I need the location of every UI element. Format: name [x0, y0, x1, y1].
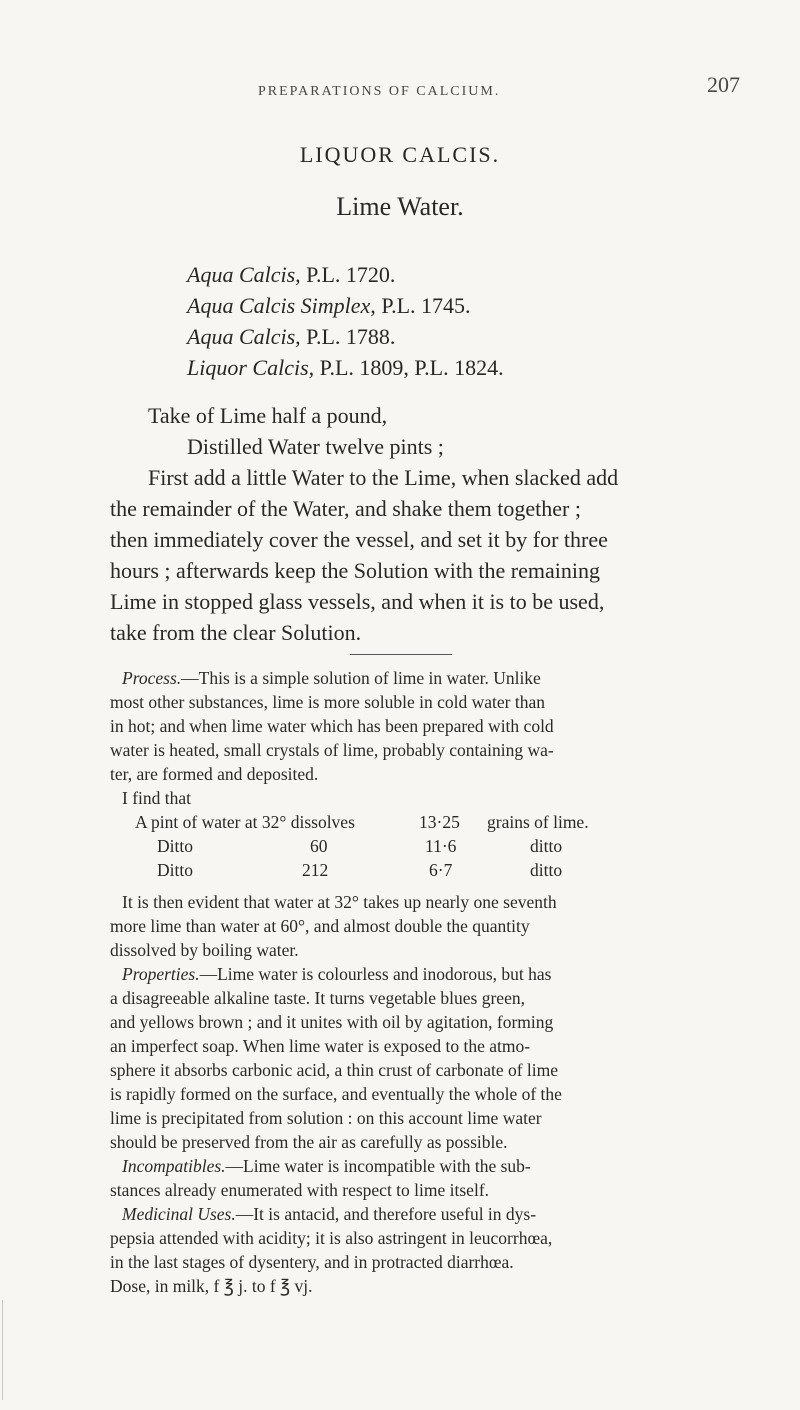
process-line: water is heated, small crystals of lime, probably containing wa-: [110, 740, 554, 760]
recipe-line: the remainder of the Water, and shake them together ;: [110, 496, 581, 521]
table-cell: 11·6: [425, 836, 457, 856]
table-cell: 212: [302, 860, 329, 880]
medicinal-line: Medicinal Uses.—It is antacid, and therefore useful in dys-: [122, 1204, 537, 1224]
incompatibles-line: Incompatibles.—Lime water is incompatible with the sub-: [122, 1156, 531, 1176]
table-cell: Ditto: [157, 860, 193, 880]
process-line: Process.—This is a simple solution of lime in water. Unlike: [122, 668, 541, 688]
table-cell: A pint of water at 32° dissolves: [135, 812, 355, 832]
page-number: 207: [707, 72, 740, 97]
incompatibles-line: stances already enumerated with respect to lime itself.: [110, 1180, 490, 1200]
section-title: LIQUOR CALCIS.: [299, 142, 501, 167]
table-cell: ditto: [530, 836, 563, 856]
properties-line: a disagreeable alkaline taste. It turns vegetable blues green,: [110, 988, 525, 1008]
process-line: most other substances, lime is more soluble in cold water than: [110, 692, 545, 712]
properties-line: sphere it absorbs carbonic acid, a thin crust of carbonate of lime: [110, 1060, 559, 1080]
process-line: ter, are formed and deposited.: [110, 764, 319, 784]
table-cell: 6·7: [429, 860, 453, 880]
recipe-line: Take of Lime half a pound,: [148, 403, 388, 428]
evident-line: dissolved by boiling water.: [110, 940, 299, 960]
properties-line: an imperfect soap. When lime water is exposed to the atmo-: [110, 1036, 531, 1056]
section-divider: [350, 654, 452, 655]
medicinal-line: in the last stages of dysentery, and in protracted diarrhœa.: [110, 1252, 514, 1272]
table-cell: 13·25: [419, 812, 460, 832]
table-cell: 60: [310, 836, 328, 856]
recipe-line: then immediately cover the vessel, and set it by for three: [110, 527, 608, 552]
properties-line: lime is precipitated from solution : on this account lime water: [110, 1108, 542, 1128]
synonym-line: Aqua Calcis Simplex, P.L. 1745.: [187, 293, 471, 318]
table-cell: grains of lime.: [487, 812, 589, 832]
process-line: in hot; and when lime water which has been prepared with cold: [110, 716, 554, 736]
medicinal-line: pepsia attended with acidity; it is also astringent in leucorrhœa,: [110, 1228, 553, 1248]
page-edge-mark: [2, 1300, 3, 1400]
recipe-line: Lime in stopped glass vessels, and when it is to be used,: [110, 589, 605, 614]
properties-line: should be preserved from the air as carefully as possible.: [110, 1132, 508, 1152]
medicinal-line: Dose, in milk, f ℥ j. to f ℥ vj.: [110, 1276, 313, 1296]
running-head: PREPARATIONS OF CALCIUM.: [258, 84, 501, 99]
properties-line: is rapidly formed on the surface, and eventually the whole of the: [110, 1084, 562, 1104]
properties-line: Properties.—Lime water is colourless and inodorous, but has: [122, 964, 552, 984]
section-subtitle: Lime Water.: [336, 192, 464, 221]
properties-line: and yellows brown ; and it unites with oil by agitation, forming: [110, 1012, 554, 1032]
recipe-line: take from the clear Solution.: [110, 620, 362, 645]
synonym-line: Aqua Calcis, P.L. 1788.: [187, 324, 396, 349]
evident-line: It is then evident that water at 32° takes up nearly one seventh: [122, 892, 557, 912]
recipe-line: First add a little Water to the Lime, when slacked add: [148, 465, 619, 490]
table-cell: ditto: [530, 860, 563, 880]
synonym-line: Aqua Calcis, P.L. 1720.: [187, 262, 396, 287]
recipe-line: Distilled Water twelve pints ;: [187, 434, 444, 459]
synonym-line: Liquor Calcis, P.L. 1809, P.L. 1824.: [187, 355, 504, 380]
evident-line: more lime than water at 60°, and almost double the quantity: [110, 916, 530, 936]
process-line: I find that: [122, 788, 192, 808]
table-cell: Ditto: [157, 836, 193, 856]
recipe-line: hours ; afterwards keep the Solution with the remaining: [110, 558, 600, 583]
